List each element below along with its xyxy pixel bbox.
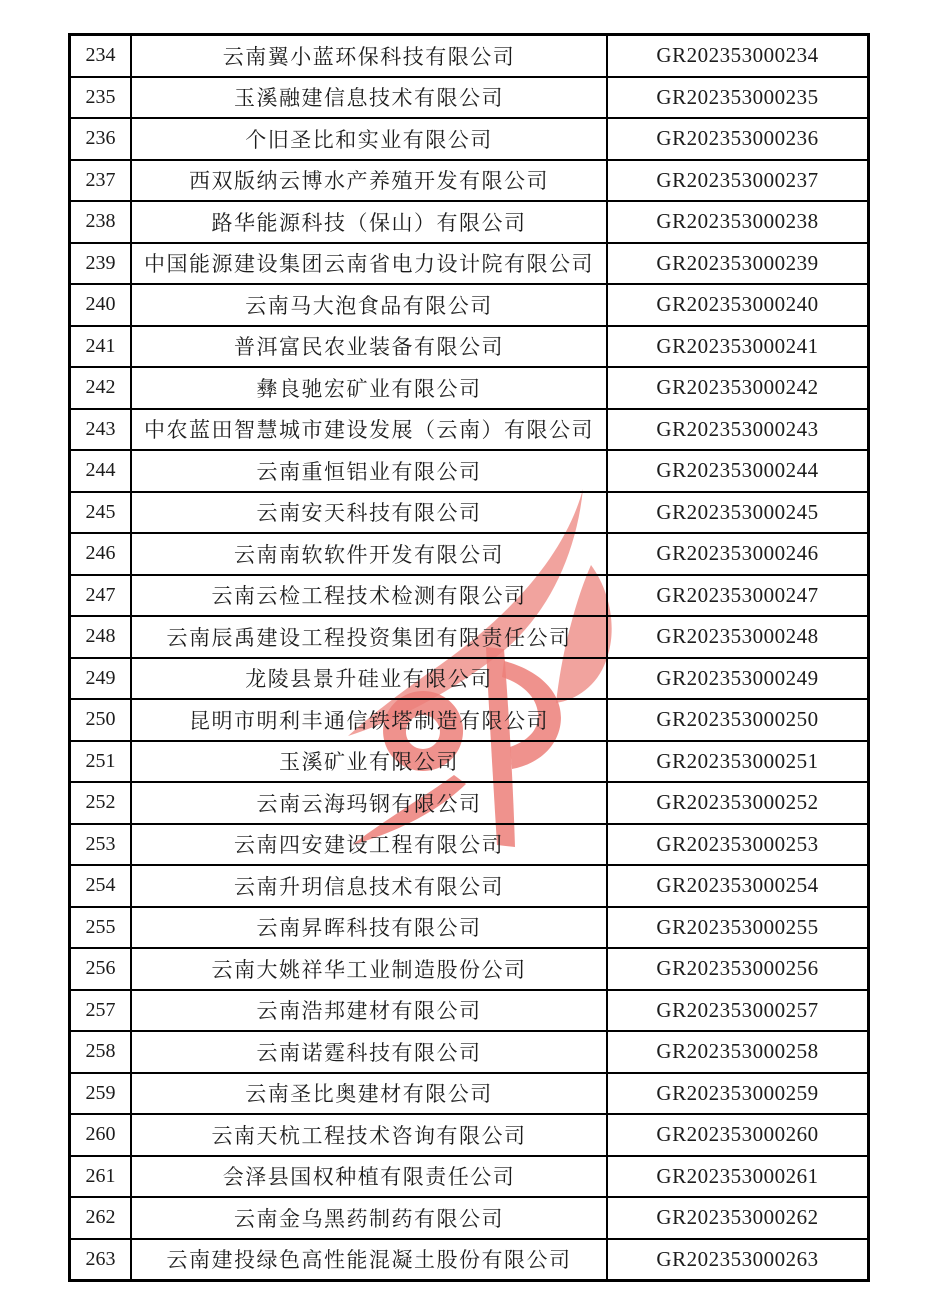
table-row [70,990,869,1032]
company-name-cell: 中国能源建设集团云南省电力设计院有限公司 [131,243,607,285]
company-name-cell: 云南建投绿色高性能混凝土股份有限公司 [131,1239,607,1281]
certificate-code-cell: GR202353000249 [607,658,869,700]
company-name-cell: 云南浩邦建材有限公司 [131,990,607,1032]
table-row [70,160,869,202]
company-name-cell: 西双版纳云博水产养殖开发有限公司 [131,160,607,202]
row-number-cell: 262 [70,1197,132,1239]
row-number-cell: 241 [70,326,132,368]
table-row [70,948,869,990]
row-number-cell: 237 [70,160,132,202]
company-name-cell: 云南天杭工程技术咨询有限公司 [131,1114,607,1156]
company-name-cell: 玉溪融建信息技术有限公司 [131,77,607,119]
certificate-code-cell: GR202353000259 [607,1073,869,1115]
company-name-cell: 云南辰禹建设工程投资集团有限责任公司 [131,616,607,658]
certificate-code-cell: GR202353000251 [607,741,869,783]
company-name-cell: 会泽县国权种植有限责任公司 [131,1156,607,1198]
table-body [70,35,869,1281]
certificate-code-cell: GR202353000238 [607,201,869,243]
company-name-cell: 云南云检工程技术检测有限公司 [131,575,607,617]
table-row [70,658,869,700]
certificate-code-cell: GR202353000263 [607,1239,869,1281]
table-row [70,575,869,617]
table-row [70,533,869,575]
row-number-cell: 239 [70,243,132,285]
company-name-cell: 昆明市明利丰通信铁塔制造有限公司 [131,699,607,741]
certificate-code-cell: GR202353000260 [607,1114,869,1156]
company-name-cell: 云南四安建设工程有限公司 [131,824,607,866]
row-number-cell: 257 [70,990,132,1032]
table-row [70,326,869,368]
certificate-code-cell: GR202353000241 [607,326,869,368]
row-number-cell: 250 [70,699,132,741]
row-number-cell: 244 [70,450,132,492]
certificate-code-cell: GR202353000236 [607,118,869,160]
company-name-cell: 云南升玥信息技术有限公司 [131,865,607,907]
table-row [70,824,869,866]
table-row [70,741,869,783]
table-row [70,1197,869,1239]
row-number-cell: 234 [70,35,132,77]
table-row [70,118,869,160]
certificate-table [68,33,870,1282]
certificate-code-cell: GR202353000246 [607,533,869,575]
table-row [70,77,869,119]
certificate-code-cell: GR202353000242 [607,367,869,409]
table-row [70,1239,869,1281]
table-row [70,782,869,824]
table-row [70,450,869,492]
row-number-cell: 249 [70,658,132,700]
company-name-cell: 云南圣比奥建材有限公司 [131,1073,607,1115]
table-row [70,409,869,451]
row-number-cell: 245 [70,492,132,534]
row-number-cell: 242 [70,367,132,409]
row-number-cell: 254 [70,865,132,907]
table-row [70,907,869,949]
company-name-cell: 云南安天科技有限公司 [131,492,607,534]
certificate-code-cell: GR202353000239 [607,243,869,285]
row-number-cell: 243 [70,409,132,451]
row-number-cell: 260 [70,1114,132,1156]
company-name-cell: 云南金乌黑药制药有限公司 [131,1197,607,1239]
company-name-cell: 中农蓝田智慧城市建设发展（云南）有限公司 [131,409,607,451]
certificate-code-cell: GR202353000234 [607,35,869,77]
certificate-code-cell: GR202353000245 [607,492,869,534]
company-name-cell: 云南昇晖科技有限公司 [131,907,607,949]
certificate-code-cell: GR202353000254 [607,865,869,907]
table-row [70,1156,869,1198]
certificate-code-cell: GR202353000262 [607,1197,869,1239]
company-name-cell: 云南重恒铝业有限公司 [131,450,607,492]
row-number-cell: 256 [70,948,132,990]
row-number-cell: 251 [70,741,132,783]
table-row [70,1031,869,1073]
company-name-cell: 云南马大泡食品有限公司 [131,284,607,326]
table-row [70,699,869,741]
row-number-cell: 253 [70,824,132,866]
certificate-code-cell: GR202353000235 [607,77,869,119]
company-name-cell: 云南云海玛钢有限公司 [131,782,607,824]
company-name-cell: 云南南软软件开发有限公司 [131,533,607,575]
table-row [70,35,869,77]
certificate-code-cell: GR202353000244 [607,450,869,492]
table-row [70,1073,869,1115]
row-number-cell: 255 [70,907,132,949]
company-name-cell: 彝良驰宏矿业有限公司 [131,367,607,409]
row-number-cell: 263 [70,1239,132,1281]
row-number-cell: 238 [70,201,132,243]
company-name-cell: 路华能源科技（保山）有限公司 [131,201,607,243]
certificate-code-cell: GR202353000252 [607,782,869,824]
row-number-cell: 235 [70,77,132,119]
certificate-code-cell: GR202353000256 [607,948,869,990]
certificate-code-cell: GR202353000257 [607,990,869,1032]
row-number-cell: 236 [70,118,132,160]
company-name-cell: 云南诺霆科技有限公司 [131,1031,607,1073]
table-row [70,201,869,243]
table-row [70,243,869,285]
certificate-code-cell: GR202353000255 [607,907,869,949]
table-row [70,367,869,409]
certificate-code-cell: GR202353000258 [607,1031,869,1073]
certificate-code-cell: GR202353000250 [607,699,869,741]
row-number-cell: 247 [70,575,132,617]
certificate-code-cell: GR202353000248 [607,616,869,658]
row-number-cell: 258 [70,1031,132,1073]
certificate-code-cell: GR202353000253 [607,824,869,866]
certificate-code-cell: GR202353000261 [607,1156,869,1198]
row-number-cell: 259 [70,1073,132,1115]
table-row [70,616,869,658]
row-number-cell: 240 [70,284,132,326]
company-name-cell: 普洱富民农业装备有限公司 [131,326,607,368]
company-name-cell: 玉溪矿业有限公司 [131,741,607,783]
company-name-cell: 龙陵县景升硅业有限公司 [131,658,607,700]
table-row [70,1114,869,1156]
certificate-code-cell: GR202353000237 [607,160,869,202]
table-row [70,865,869,907]
row-number-cell: 261 [70,1156,132,1198]
company-name-cell: 云南翼小蓝环保科技有限公司 [131,35,607,77]
row-number-cell: 248 [70,616,132,658]
row-number-cell: 252 [70,782,132,824]
table-row [70,284,869,326]
company-name-cell: 云南大姚祥华工业制造股份公司 [131,948,607,990]
certificate-code-cell: GR202353000243 [607,409,869,451]
certificate-code-cell: GR202353000247 [607,575,869,617]
company-name-cell: 个旧圣比和实业有限公司 [131,118,607,160]
table-row [70,492,869,534]
row-number-cell: 246 [70,533,132,575]
certificate-code-cell: GR202353000240 [607,284,869,326]
